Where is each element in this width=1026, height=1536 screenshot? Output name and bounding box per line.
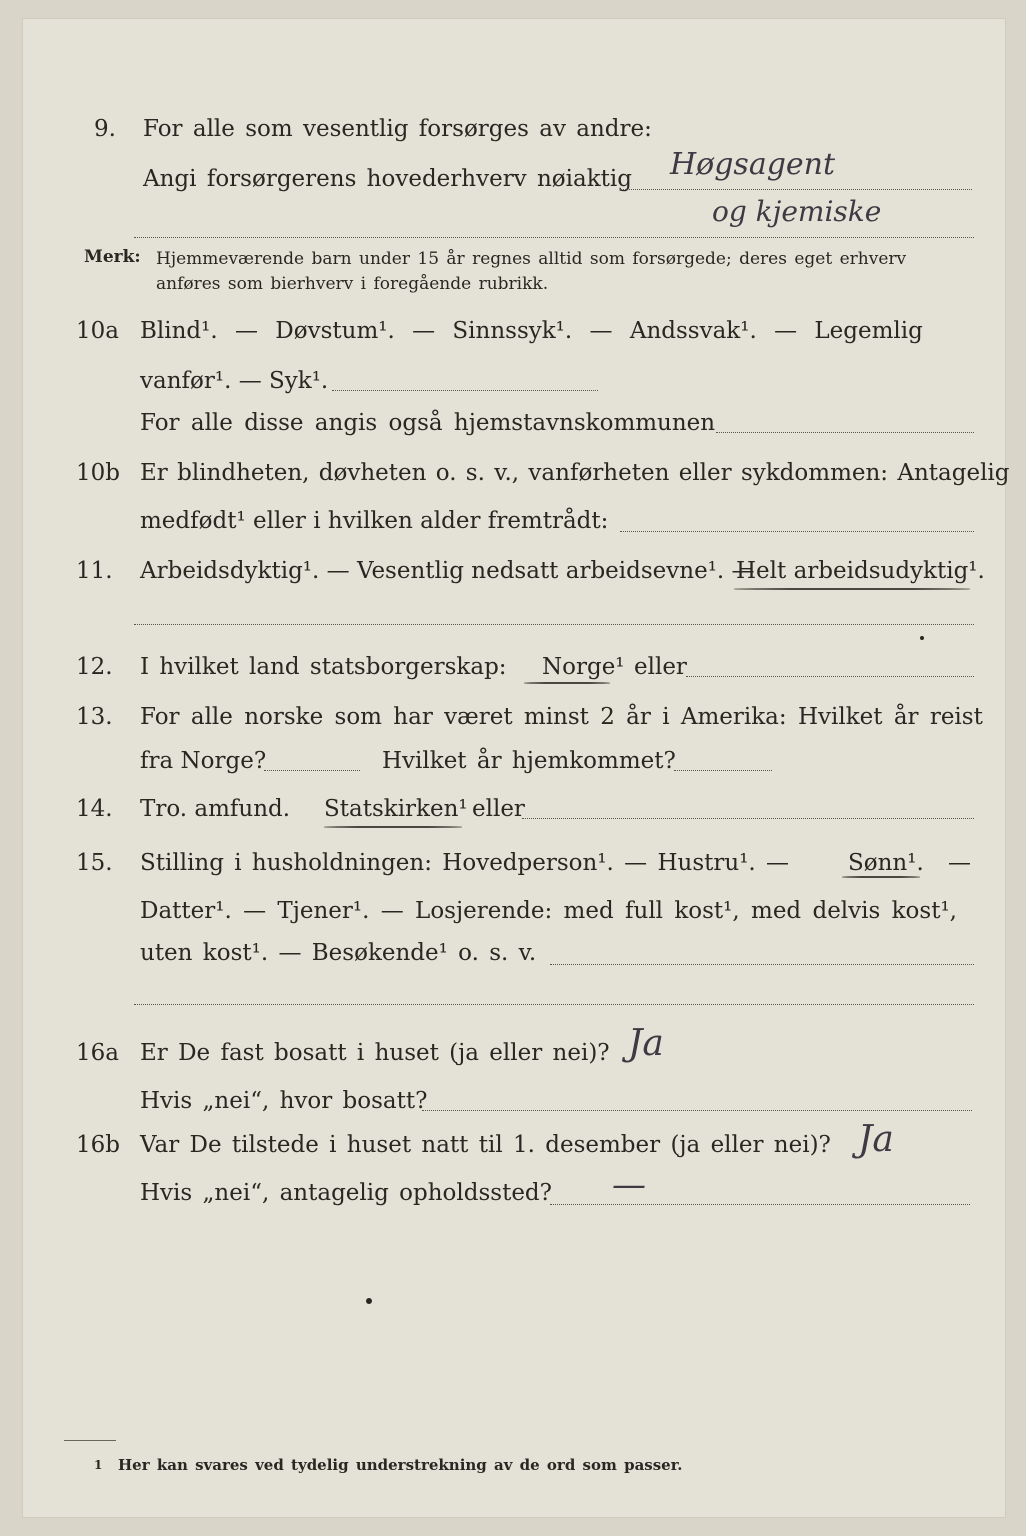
question-15-line1c: — [948,850,971,876]
question-9-answer-line1 [620,189,972,190]
question-9-handwritten-answer1: Høgsagent [670,147,836,182]
question-9-line2: Angi forsørgerens hovederhverv nøiaktig [143,166,632,192]
question-15-answer-line1 [550,964,974,965]
question-10a-line3: For alle disse angis også hjemstavnskommunen [140,410,716,436]
ink-speck [920,636,924,640]
question-11-underlined-answer: Helt arbeidsudyktig¹. [736,558,985,584]
question-15-line1a: Stilling i husholdningen: Hovedperson¹. — Hustru¹. — [140,850,790,876]
question-13-line1: For alle norske som har været minst 2 år i Amerika: Hvilket år reist [140,704,983,730]
question-9-line1: For alle som vesentlig forsørges av andre: [143,116,652,142]
question-9-number: 9. [94,116,116,142]
question-10b-answer-line [620,531,974,532]
question-10b-number: 10b [76,460,120,486]
question-16b-handwritten-answer2: — [612,1165,646,1205]
question-16a-answer-line [422,1110,972,1111]
question-11-extra-line [134,624,974,625]
question-14-answer-line [522,818,974,819]
question-12-answer-underline [524,682,610,684]
question-15-line2: Datter¹. — Tjener¹. — Losjerende: med full kost¹, med delvis kost¹, [140,898,957,924]
question-11-line1a: Arbeidsdyktig¹. — Vesentlig nedsatt arbeidsevne¹. — [140,558,755,584]
footnote-mark: 1 [94,1458,103,1472]
question-16a-line2: Hvis „nei“, hvor bosatt? [140,1088,428,1114]
question-16a-handwritten-answer: Ja [628,1023,664,1064]
question-15-answer-underline [842,876,920,878]
question-10a-line2: vanfør¹. — Syk¹. [140,368,329,394]
note-line2: anføres som bierhverv i foregående rubrikk. [156,274,549,294]
question-13-line2b: Hvilket år hjemkommet? [382,748,676,774]
census-form-page [22,18,1010,1518]
question-10a-line1: Blind¹. — Døvstum¹. — Sinnssyk¹. — Andssvak¹. — Legemlig [140,318,923,344]
question-13-year-returned-line [674,770,772,771]
question-15-underlined-answer: Sønn¹. [848,850,924,876]
question-15-number: 15. [76,850,113,876]
question-16a-line1: Er De fast bosatt i huset (ja eller nei)? [140,1040,610,1066]
question-9-answer-line2 [134,237,974,238]
question-14-answer-underline [324,826,462,828]
question-15-line3: uten kost¹. — Besøkende¹ o. s. v. [140,940,537,966]
question-14-line1a: Tro. amfund. [140,796,291,822]
question-16b-handwritten-answer1: Ja [858,1119,894,1160]
question-14-number: 14. [76,796,113,822]
question-10b-line2: medfødt¹ eller i hvilken alder fremtrådt: [140,508,609,534]
question-13-number: 13. [76,704,113,730]
question-12-line1c: eller [634,654,687,680]
question-10b-line1: Er blindheten, døvheten o. s. v., vanførheten eller sykdommen: Antagelig [140,460,1010,486]
question-11-answer-underline [734,588,970,590]
question-10a-number: 10a [76,318,119,344]
question-13-line2a: fra Norge? [140,748,267,774]
question-12-line1a: I hvilket land statsborgerskap: [140,654,507,680]
question-12-number: 12. [76,654,113,680]
question-15-answer-line2 [134,1004,974,1005]
note-line1: Hjemmeværende barn under 15 år regnes alltid som forsørgede; deres eget erhverv [156,249,907,269]
question-12-answer-line [686,676,974,677]
question-16a-number: 16a [76,1040,119,1066]
question-13-year-left-line [264,770,360,771]
question-9-handwritten-answer2: og kjemiske [712,195,882,228]
footnote-text: Her kan svares ved tydelig understrekning av de ord som passer. [118,1456,683,1474]
question-16b-line1: Var De tilstede i huset natt til 1. desember (ja eller nei)? [140,1132,831,1158]
footnote-rule [64,1440,116,1441]
note-label: Merk: [84,247,141,267]
question-16b-line2: Hvis „nei“, antagelig opholdssted? [140,1180,552,1206]
question-16b-number: 16b [76,1132,120,1158]
question-14-line1c: eller [472,796,525,822]
question-14-underlined-answer: Statskirken¹ [324,796,468,822]
question-10a-answer-line1 [332,390,598,391]
question-10a-answer-line2 [716,432,974,433]
ink-speck [366,1298,372,1304]
question-12-underlined-answer: Norge¹ [542,654,625,680]
question-11-number: 11. [76,558,113,584]
